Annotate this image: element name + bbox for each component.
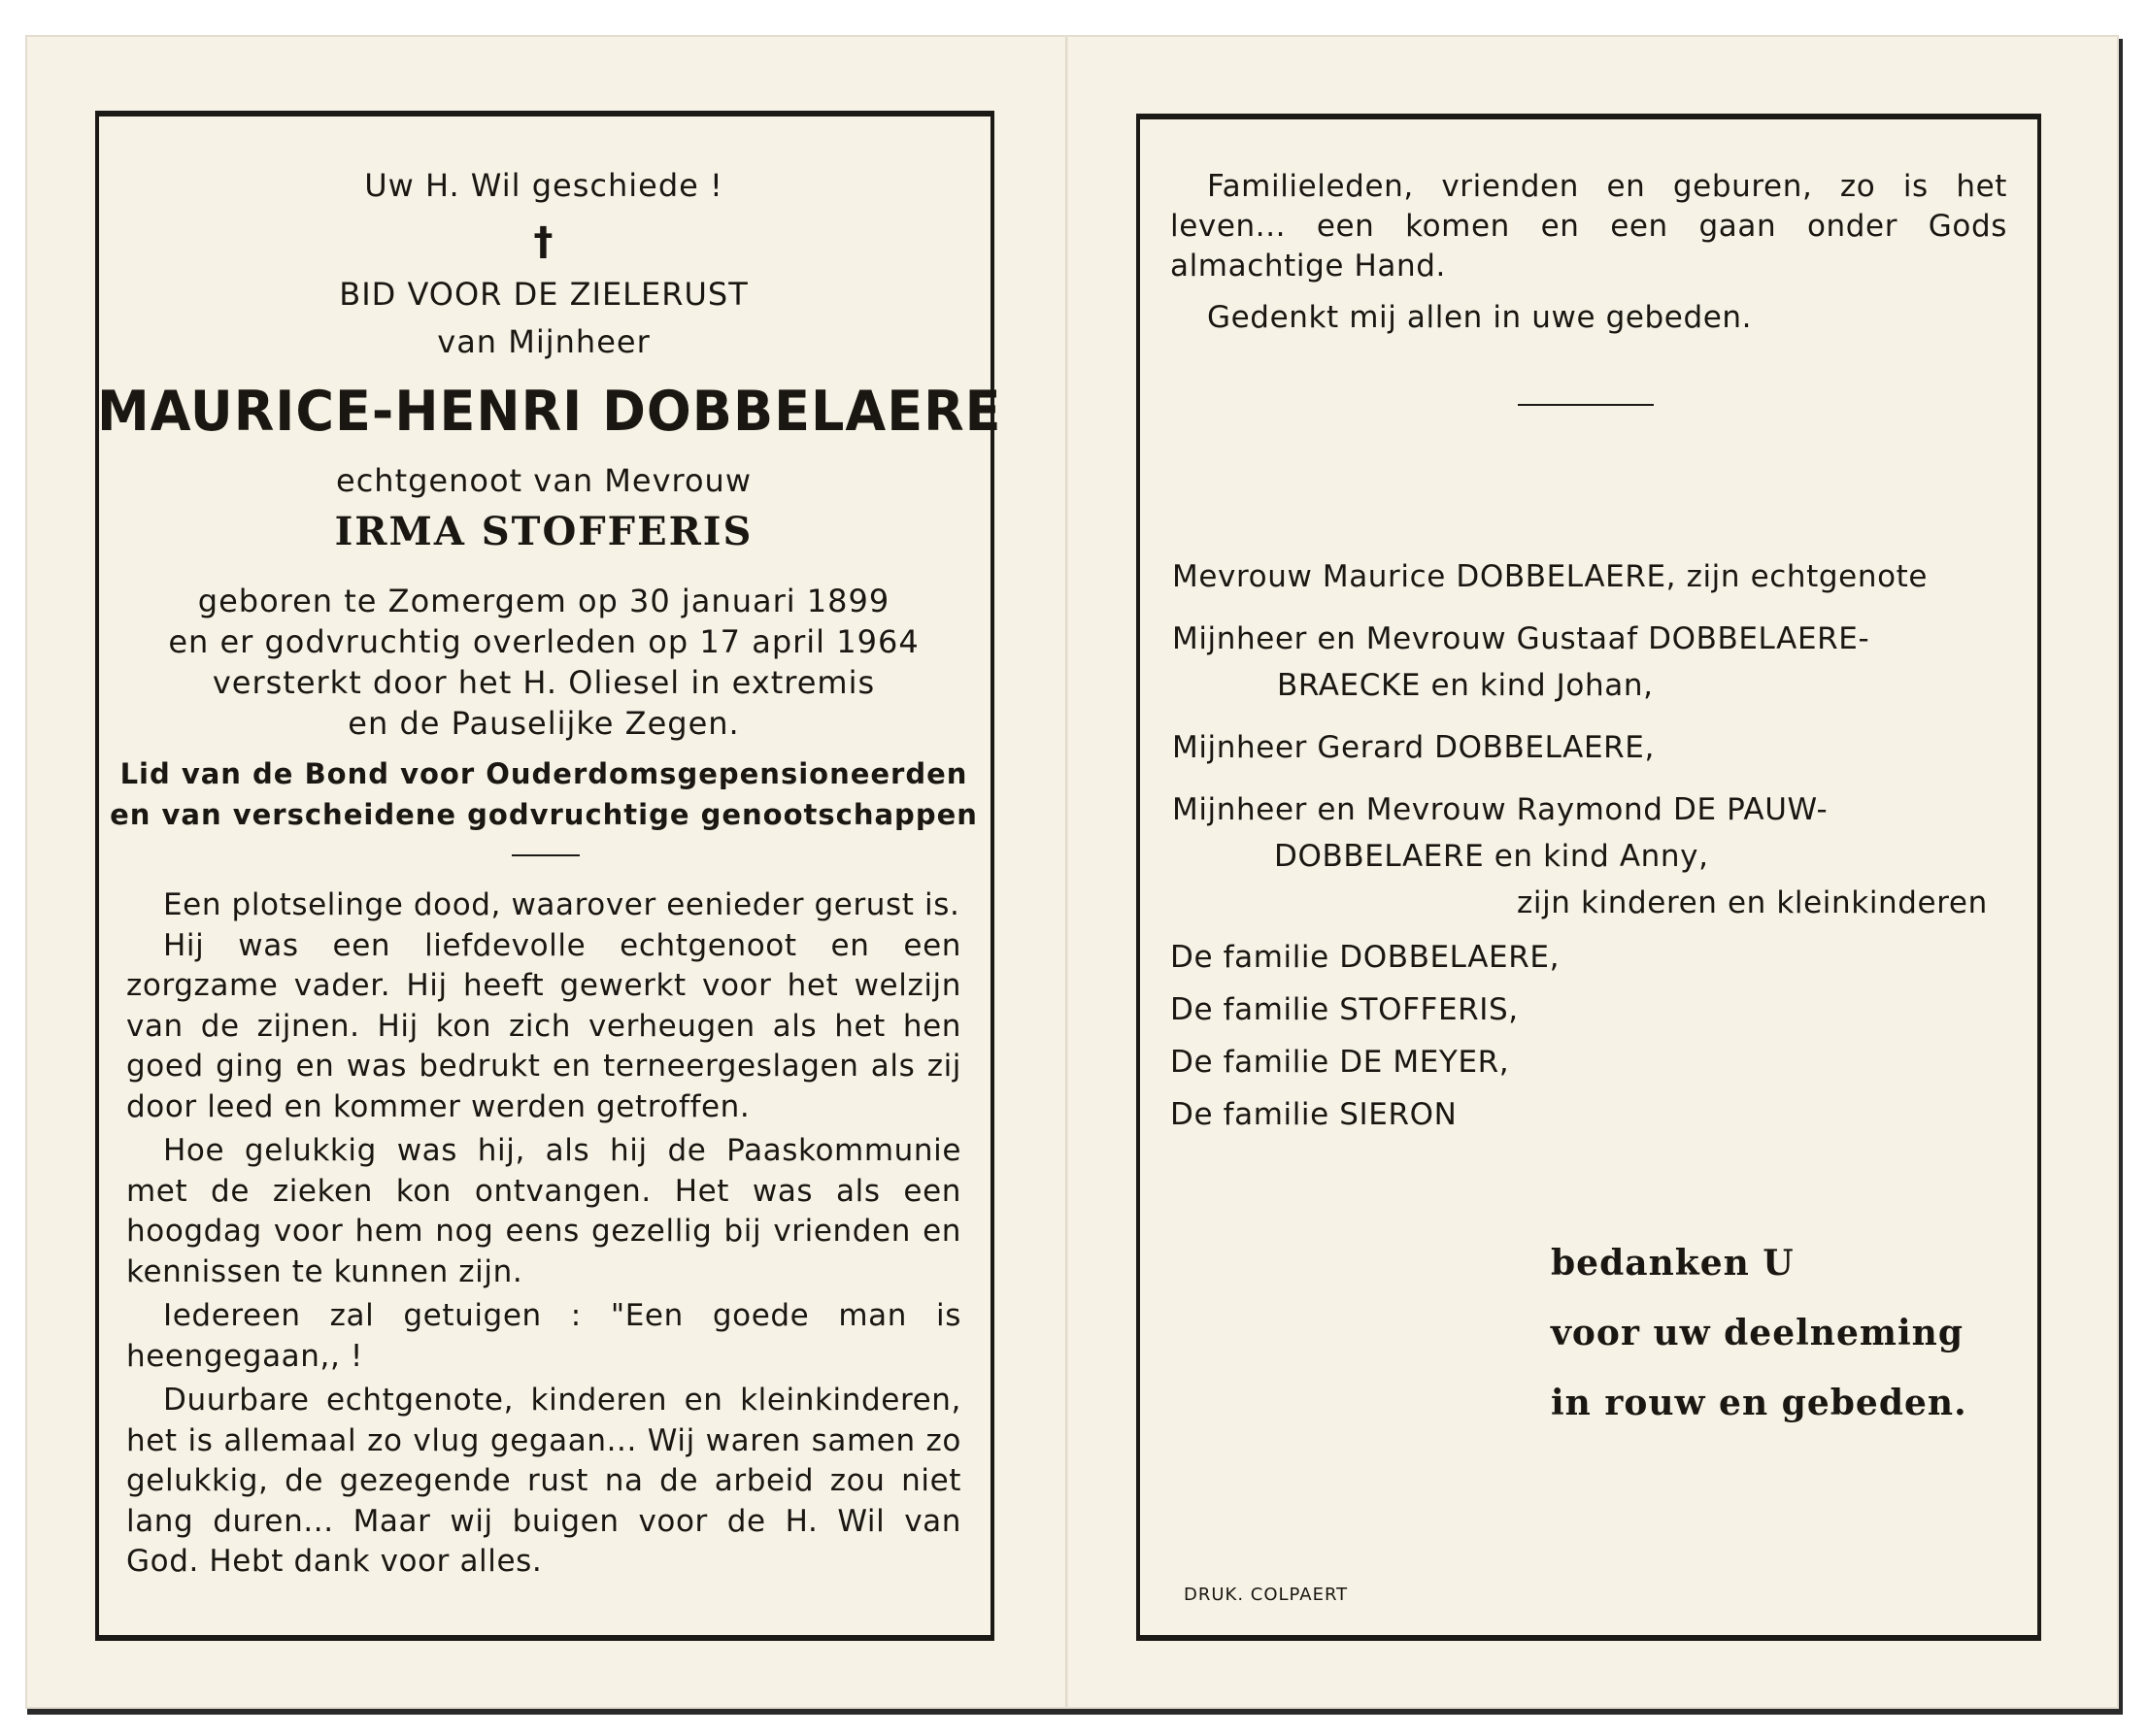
spouse-name: IRMA STOFFERIS: [334, 509, 754, 554]
spouse-prefix: echtgenoot van Mevrouw: [336, 462, 752, 499]
mourner-line: BRAECKE en kind Johan,: [1277, 668, 1654, 703]
cross-icon: †: [533, 219, 554, 264]
paragraph: Een plotselinge dood, waarover eenieder gerust is.: [163, 887, 960, 922]
detail-line: geboren te Zomergem op 30 januari 1899: [197, 583, 890, 619]
paragraph: Hij was een liefdevolle echtgenoot en een zorgzame vader. Hij heeft gewerkt voor het welzijn van de zijnen. Hij kon zich verheugen als het hen goed ging en was bedrukt en terneergeslagen als zij door leed en kommer werden getroffen.: [126, 927, 961, 1124]
title-prefix: van Mijnheer: [437, 323, 651, 360]
mourner-line: De familie SIERON: [1170, 1097, 1458, 1132]
detail-line: en er godvruchtig overleden op 17 april 1964: [168, 623, 920, 660]
mourner-line: Mevrouw Maurice DOBBELAERE, zijn echtgenote: [1172, 559, 1929, 594]
mourner-line: zijn kinderen en kleinkinderen: [1517, 885, 1988, 920]
detail-line: versterkt door het H. Oliesel in extremis: [212, 664, 876, 701]
mourner-line: Mijnheer Gerard DOBBELAERE,: [1172, 730, 1655, 765]
mourner-line: De familie DOBBELAERE,: [1170, 940, 1561, 975]
paragraph: Hoe gelukkig was hij, als hij de Paaskommunie met de zieken kon ontvangen. Het was als een hoogdag voor hem nog eens gezellig bij vrienden en kennissen te kunnen zijn.: [126, 1133, 961, 1289]
card-fold: [1065, 37, 1068, 1707]
paragraph: Gedenkt mij allen in uwe gebeden.: [1207, 300, 1753, 335]
membership-line: en van verscheidene godvruchtige genootschappen: [110, 798, 978, 831]
mourner-line: De familie DE MEYER,: [1170, 1045, 1510, 1080]
right-text-block: [1170, 167, 2007, 338]
deceased-name: MAURICE-HENRI DOBBELAERE: [97, 379, 1002, 444]
paragraph: Duurbare echtgenote, kinderen en kleinkinderen, het is allemaal zo vlug gegaan... Wij waren samen zo gelukkig, de gezegende rust na de arbeid zou niet lang duren... Maar wij buigen voor de H. Wil van God. Hebt dank voor alles.: [126, 1383, 961, 1579]
thanks-line: bedanken U: [1551, 1243, 1795, 1284]
divider: [512, 854, 580, 856]
detail-line: en de Pauselijke Zegen.: [348, 705, 740, 742]
mourner-line: Mijnheer en Mevrouw Gustaaf DOBBELAERE-: [1172, 621, 1870, 656]
heading: BID VOOR DE ZIELERUST: [339, 276, 749, 313]
paragraph: Iedereen zal getuigen : "Een goede man is heengegaan,, !: [126, 1298, 961, 1374]
mourner-line: Mijnheer en Mevrouw Raymond DE PAUW-: [1172, 792, 1829, 827]
printer-credit: DRUK. COLPAERT: [1184, 1585, 1349, 1605]
mourner-line: De familie STOFFERIS,: [1170, 992, 1519, 1027]
thanks-line: in rouw en gebeden.: [1551, 1383, 1967, 1423]
left-text-block: [126, 885, 961, 1583]
motto: Uw H. Wil geschiede !: [364, 167, 723, 204]
divider: [1518, 404, 1654, 406]
thanks-line: voor uw deelneming: [1551, 1313, 1964, 1353]
mourner-line: DOBBELAERE en kind Anny,: [1274, 839, 1709, 874]
membership-line: Lid van de Bond voor Ouderdomsgepensioneerden: [119, 757, 968, 790]
paragraph: Familieleden, vrienden en geburen, zo is het leven... een komen en een gaan onder Gods almachtige Hand.: [1170, 169, 2007, 284]
